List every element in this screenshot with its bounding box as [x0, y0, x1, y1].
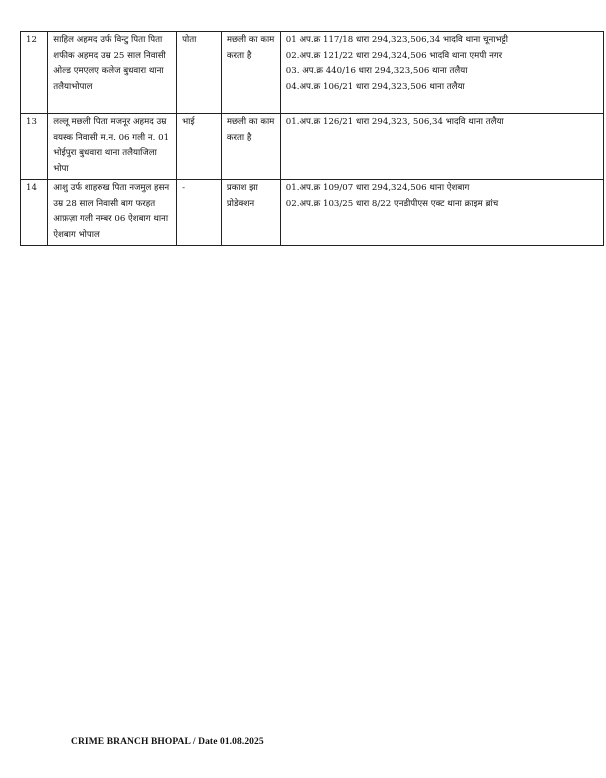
records-table	[20, 31, 604, 246]
serial-number-cell: 14	[21, 180, 48, 246]
serial-number-cell: 13	[21, 114, 48, 180]
occupation-cell: मछली का काम करता है	[221, 114, 280, 180]
table-row	[21, 114, 604, 180]
relation-cell: -	[177, 180, 222, 246]
case-entry: 01.अप.क्र 126/21 धारा 294,323, 506,34 भादवि थाना तलैया	[285, 117, 504, 127]
case-entry: 01 अप.क्र 117/18 धारा 294,323,506,34 भादवि थाना चूनाभट्टी	[285, 35, 508, 45]
relation-cell: भाई	[177, 114, 222, 180]
case-entry: 02.अप.क्र 103/25 धारा 8/22 एनडीपीएस एक्ट थाना क्राइम ब्रांच	[285, 198, 499, 209]
table-row	[21, 180, 604, 246]
table-row	[21, 32, 604, 114]
accused-name-cell: आशु उर्फ शाहरुख पिता नजमुल हसन उम्र 28 साल निवासी बाग फरहत आफ़ज़ा गली नम्बर 06 ऐशबाग थाना ऐशबाग भोपाल	[48, 180, 177, 246]
case-entry: 04.अप.क्र 106/21 धारा 294,323,506 थाना तलैया	[285, 81, 465, 92]
occupation-cell: प्रकाश झा प्रोडेक्शन	[221, 180, 280, 246]
criminal-record-cell	[280, 180, 603, 246]
accused-name-cell: साहिल अहमद उर्फ विन्टु पिता पिता शफीक अहमद उम्र 25 साल निवासी ओल्ड एमएलए कलेज बुधवारा थाना तलैयाभोपाल	[48, 32, 177, 114]
relation-cell: पोता	[177, 32, 222, 114]
criminal-record-cell	[280, 32, 603, 114]
page-footer: CRIME BRANCH BHOPAL / Date 01.08.2025	[71, 737, 264, 747]
case-entry: 01.अप.क्र 109/07 धारा 294,324,506 थाना ऐशबाग	[285, 183, 470, 193]
criminal-record-cell	[280, 114, 603, 180]
case-entry: 02.अप.क्र 121/22 धारा 294,324,506 भादवि थाना एमपी नगर	[285, 50, 503, 61]
accused-name-cell: लल्लू मछली पिता मजनूर अहमद उम्र वयस्क निवासी म.न. 06 गली न. 01 भोईपुरा बुधवारा थाना तलैयाजिला भोपा	[48, 114, 177, 180]
case-entry: 03. अप.क्र 440/16 धारा 294,323,506 थाना तलैया	[285, 66, 468, 76]
occupation-cell: मछली का काम करता है	[221, 32, 280, 114]
serial-number-cell: 12	[21, 32, 48, 114]
